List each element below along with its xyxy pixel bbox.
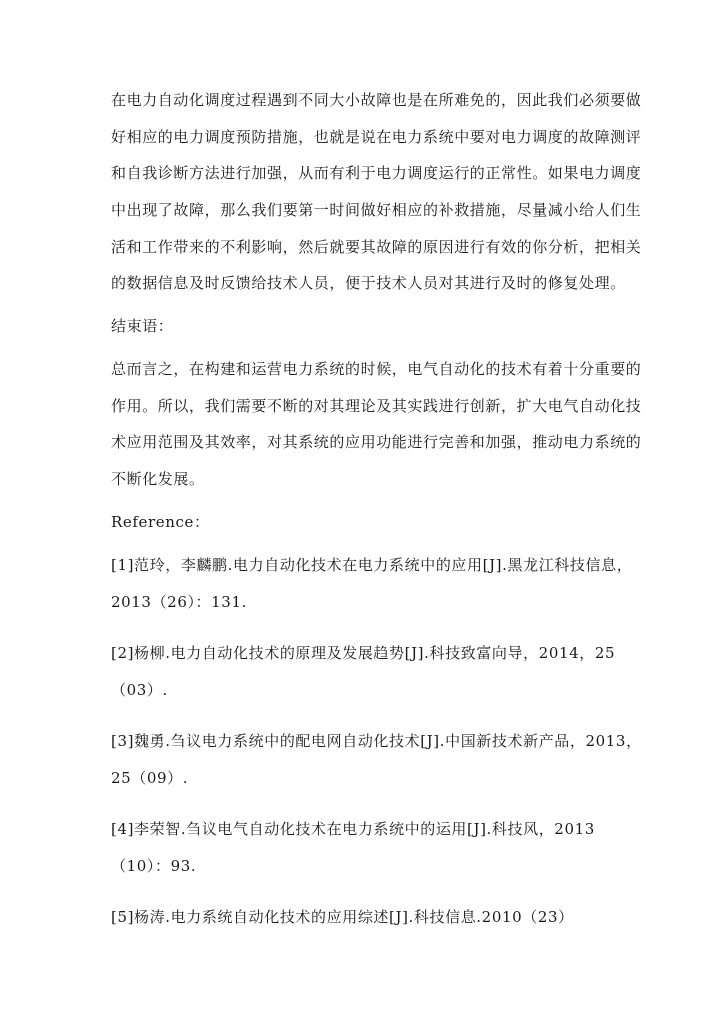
reference-2-line-2: （03）. [111, 681, 168, 699]
paragraph-1-line-1: 在电力自动化调度过程遇到不同大小故障也是在所难免的，因此我们必须要做 [111, 91, 642, 109]
paragraph-1-line-6: 的数据信息及时反馈给技术人员，便于技术人员对其进行及时的修复处理。 [111, 274, 626, 292]
reference-2-line-1: [2]杨柳.电力自动化技术的原理及发展趋势[J].科技致富向导，2014，25 [111, 644, 616, 662]
reference-4-line-1: [4]李荣智.刍议电气自动化技术在电力系统中的运用[J].科技风，2013 [111, 820, 595, 838]
reference-3-line-1: [3]魏勇.刍议电力系统中的配电网自动化技术[J].中国新技术新产品，2013， [111, 732, 642, 750]
paragraph-2-line-3: 术应用范围及其效率，对其系统的应用功能进行完善和加强，推动电力系统的 [111, 433, 642, 451]
reference-5-line-1: [5]杨涛.电力系统自动化技术的应用综述[J].科技信息.2010（23） [111, 908, 574, 926]
paragraph-1-line-5: 活和工作带来的不利影响，然后就要其故障的原因进行有效的你分析，把相关 [111, 238, 642, 256]
conclusion-heading: 结束语： [111, 317, 174, 335]
reference-3-line-2: 25（09）. [111, 769, 189, 787]
paragraph-2-line-2: 作用。所以，我们需要不断的对其理论及其实践进行创新，扩大电气自动化技 [111, 397, 642, 415]
reference-1-line-1: [1]范玲，李麟鹏.电力自动化技术在电力系统中的应用[J].黑龙江科技信息， [111, 556, 633, 574]
paragraph-1-line-4: 中出现了故障，那么我们要第一时间做好相应的补救措施，尽量减小给人们生 [111, 201, 642, 219]
paragraph-2-line-4: 不断化发展。 [111, 470, 205, 488]
paragraph-1-line-3: 和自我诊断方法进行加强，从而有利于电力调度运行的正常性。如果电力调度 [111, 164, 642, 182]
reference-heading: Reference： [111, 513, 210, 531]
paragraph-2-line-1: 总而言之，在构建和运营电力系统的时候，电气自动化的技术有着十分重要的 [111, 360, 642, 378]
reference-4-line-2: （10）：93. [111, 857, 197, 875]
paragraph-1-line-2: 好相应的电力调度预防措施，也就是说在电力系统中要对电力调度的故障测评 [111, 128, 642, 146]
reference-1-line-2: 2013（26）：131. [111, 593, 247, 611]
